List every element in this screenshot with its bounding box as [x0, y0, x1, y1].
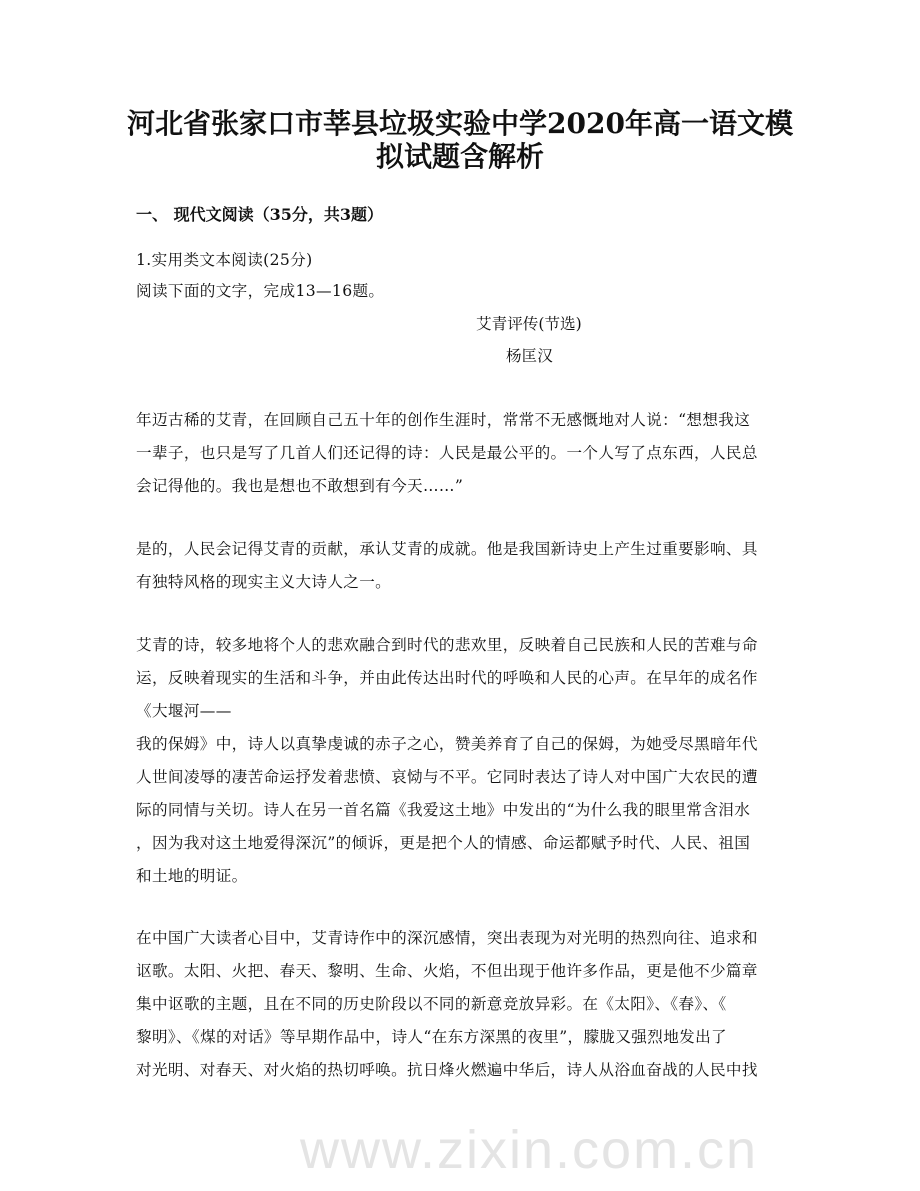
paragraph-3-line: 运，反映着现实的生活和斗争，并由此传达出时代的呼唤和人民的心声。在早年的成名作 [136, 669, 758, 687]
paragraph-3-line: 和土地的明证。 [136, 867, 248, 885]
paragraph-1-line: 一辈子，也只是写了几首人们还记得的诗：人民是最公平的。一个人写了点东西，人民总 [136, 444, 758, 462]
paragraph-3-line: 《大堰河—— [136, 702, 232, 720]
article-author: 杨匡汉 [506, 347, 553, 365]
paragraph-4-line: 集中讴歌的主题，且在不同的历史阶段以不同的新意竞放异彩。在《太阳》、《春》、《 [136, 995, 727, 1013]
paragraph-3-line: 我的保姆》中，诗人以真挚虔诚的赤子之心，赞美养育了自己的保姆，为她受尽黑暗年代 [136, 735, 758, 753]
section-heading: 一、 现代文阅读（35分，共3题） [136, 205, 383, 224]
paragraph-2-line: 是的，人民会记得艾青的贡献，承认艾青的成就。他是我国新诗史上产生过重要影响、具 [136, 540, 758, 558]
paragraph-4-line: 讴歌。太阳、火把、春天、黎明、生命、火焰，不但出现于他许多作品，更是他不少篇章 [136, 962, 758, 980]
paragraph-1-line: 会记得他的。我也是想也不敢想到有今天……” [136, 477, 464, 495]
paragraph-4-line: 在中国广大读者心目中，艾青诗作中的深沉感情，突出表现为对光明的热烈向往、追求和 [136, 929, 758, 947]
paragraph-4-line: 黎明》、《煤的对话》等早期作品中，诗人“在东方深黑的夜里”，朦胧又强烈地发出了 [136, 1028, 727, 1046]
article-title: 艾青评传(节选) [476, 315, 582, 333]
paragraph-3-line: 人世间凌辱的凄苦命运抒发着悲愤、哀恸与不平。它同时表达了诗人对中国广大农民的遭 [136, 768, 758, 786]
document-title-line-1: 河北省张家口市莘县垃圾实验中学2020年高一语文模 [127, 107, 793, 140]
paragraph-1-line: 年迈古稀的艾青，在回顾自己五十年的创作生涯时，常常不无感慨地对人说：“想想我这 [136, 411, 751, 429]
paragraph-4-line: 对光明、对春天、对火焰的热切呼唤。抗日烽火燃遍中华后，诗人从浴血奋战的人民中找 [136, 1061, 758, 1079]
paragraph-3-line: 际的同情与关切。诗人在另一首名篇《我爱这土地》中发出的“为什么我的眼里常含泪水 [136, 801, 751, 819]
paragraph-3-line: ，因为我对这土地爱得深沉”的倾诉，更是把个人的情感、命运都赋予时代、人民、祖国 [136, 834, 751, 852]
paragraph-3-line: 艾青的诗，较多地将个人的悲欢融合到时代的悲欢里，反映着自己民族和人民的苦难与命 [136, 636, 758, 654]
question-label: 1.实用类文本阅读(25分) [136, 251, 313, 269]
paragraph-2-line: 有独特风格的现实主义大诗人之一。 [136, 573, 392, 591]
document-title-line-2: 拟试题含解析 [375, 140, 544, 173]
watermark: www.zixin.com.cn [300, 1120, 759, 1180]
instruction: 阅读下面的文字，完成13—16题。 [136, 282, 385, 300]
